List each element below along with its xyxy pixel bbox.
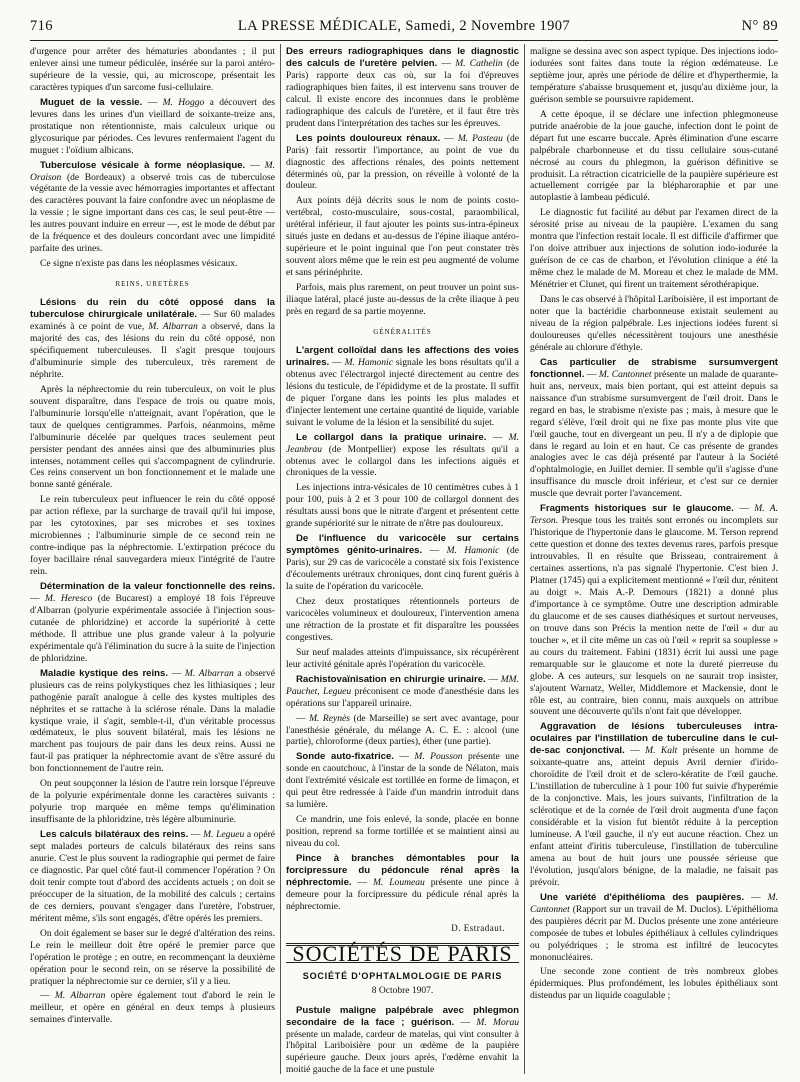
column-left [30, 46, 275, 1076]
author: M. Cantonnet [530, 891, 778, 915]
article-text: (de Paris) fait ressortir l'importance, au point de vue du diagnostic des affections rénales, des points nettement déterminés où, par la pression, on réveille à volonté de la douleur. [286, 132, 519, 192]
author: M. Legueu [203, 829, 245, 841]
article-epithelioma: Une variété d'épithélioma des paupières. — M. Cantonnet (Rapport sur un travail de M. Duclos). L'épithélioma des paupières décrit par M. Duclos présente une zone antérieure composée de tubes et lobules épithéliaux à cellules cylindriques ou polyédriques ; le stroma est infiltré de leucocytes mononucléaires. [530, 891, 778, 963]
article-text: présente un malade, cardeur de matelas, qui vint consulter à l'hôpital Lariboisière pour un œdème de la paupière supérieure gauche. Deux jours après, l'œdème envahit la moitié gauche de la face et une pustule [286, 1028, 519, 1076]
author: M. Pasteau [457, 132, 503, 144]
paragraph: d'urgence pour arrêter des hématuries abondantes ; il put enlever ainsi une tumeur pédiculée, insérée sur la paroi antéro-supérieure de la vessie, qui, au microscope, présentait les caractères typiques d'un sarcome fusi-cellulaire. [30, 46, 275, 93]
section-heading: GÉNÉRALITÉS [373, 327, 432, 336]
article-text: a observé, dans la majorité des cas, des lésions du rein du côté opposé, non spécifiquement tuberculeuses. Il s'agit presque toujours d'albuminurie simple des tuberculeux, très rarement de néphrite. [30, 321, 275, 380]
paragraph: Ce mandrin, une fois enlevé, la sonde, placée en bonne position, reprend sa forme tortillée et se maintient ainsi au niveau du col. [286, 814, 519, 850]
article-text: opère également tout d'abord le rein le meilleur, et opère en général en deux temps à plusieurs semaines d'intervalle. [30, 990, 275, 1026]
article-tuberculine: Aggravation de lésions tuberculeuses intra-oculaires par l'instillation de tuberculine dans le cul-de-sac conjonctival. — M. Kalt présente un homme de soixante-quatre ans, atteint depuis Avril dernier d'irido-choroïdite de l'œil droit et de sclero-kératite de l'œil gauche. L'instillation de tuberculine à 1 pour 100 fut suivie d'hyperémie de la conjonctive. Mais, les jours suivants, l'infiltration de la sclérotique et de la cornée de l'œil droit augmenta d'une façon considérable et la vision fut bientôt réduite à la perception lumineuse. A l'œil gauche, il n'y eut aucune réaction. Chez un enfant atteint d'iritis tuberculeuse, l'instillation de tuberculine amena au bout de huit jours une poussée sérieuse que l'évolution, jusqu'alors bénigne, de la maladie, ne faisait pas prévoir. [530, 721, 778, 888]
article-maladie-kystique: Maladie kystique des reins. — M. Albarran a observé plusieurs cas de reins polykystiques chez les lithiasiques ; leur pathogénie paraît analogue à celle des kystes multiples des néphrites et se rattache à la sclérose rénale. Dans la maladie kystique vraie, il s'agit, semble-t-il, d'un véritable processus œdémateux, le plus souvent bilatéral, mais les lésions ne marchent pas toujours de pair dans les deux reins. Aussi ne faut-il pas pratiquer la néphrectomie avant de s'être assuré du bon fonctionnement de l'autre rein. [30, 667, 275, 775]
society-name: SOCIÉTÉ D'OPHTALMOLOGIE DE PARIS [302, 970, 503, 981]
issue-number: N° 89 [741, 18, 778, 34]
header-rule [30, 40, 778, 41]
paragraph: — M. Albarran opère également tout d'abord le rein le meilleur, et opère en général en deux temps à plusieurs semaines d'intervalle. [30, 990, 275, 1026]
article-title: Maladie kystique des reins. [40, 667, 169, 679]
article-title: Pustule maligne palpébrale avec phlegmon secondaire de la face ; guérison. [286, 1004, 519, 1028]
author: M. Hamonic [344, 356, 393, 368]
article-muguet: Muguet de la vessie. — M. Hoggo a découvert des levures dans les urines d'un vieillard de soixante-treize ans, prostatique non rétentionniste, mais calculeux urique ou glycosurique par périodes. Ces levures renfermaient l'agent du muguet : l'oïdium albicans. [30, 96, 275, 156]
article-title: Rachistovaïnisation en chirurgie urinaire. [296, 673, 486, 685]
author: M. Oraison [30, 159, 275, 183]
article-title: Muguet de la vessie. [40, 96, 143, 108]
author: M. Heresco [45, 592, 93, 604]
page-number: 716 [30, 18, 53, 34]
article-collargol: Le collargol dans la pratique urinaire. — M. Jeanbrau (de Montpellier) expose les résultats qu'il a obtenus avec le collargol dans les infections aiguës et chroniques de la vessie. [286, 431, 519, 479]
article-pince: Pince à branches démontables pour la forcipressure du pédoncule rénal après la néphrectomie. — M. Loumeau présente une pince à demeure pour la forcipressure du pédicule rénal après la néphrectomie. [286, 853, 519, 912]
author: M. Albarran [184, 667, 234, 679]
article-text: présente une pince à demeure pour la forcipressure du pédicule rénal après la néphrectomie. [286, 876, 519, 912]
article-text: a découvert des levures dans les urines d'un vieillard de soixante-treize ans, prostatique non rétentionniste, mais calculeux urique ou glycosurique par périodes. Ces levures renfermaient l'agent du muguet : l'oïdium albicans. [30, 96, 275, 156]
author: MM. Pauchet, Legueu [286, 673, 519, 697]
author: M. Loumeau [372, 876, 425, 888]
paragraph: Le diagnostic fut facilité au début par l'examen direct de la sérosité prise au niveau de la paupière. L'examen du sang montra que l'infection restait locale. Il est difficile d'affirmer que l'on doive attribuer aux injections de solution iodo-iodurée la guérison de ce cas de charbon, et l'évolution clinique a été la même chez le malade de M. Moreau et chez le malade de MM. Ménétrier et Clunet, qui firent un traitement sérothérapique. [530, 207, 778, 291]
article-title: Lésions du rein du côté opposé dans la tuberculose chirurgicale unilatérale. [30, 297, 275, 321]
article-title: Les calculs bilatéraux des reins. [40, 829, 189, 841]
author: M. Albarran [148, 321, 198, 333]
paragraph: Une seconde zone contient de très nombreux globes épidermiques. Plus profondément, les lobules épithéliaux sont distendus par un liquide coagulable ; [530, 966, 778, 1002]
article-text: préconisent ce mode d'anesthésie dans les opérations sur l'appareil urinaire. [286, 685, 519, 709]
article-title: L'argent colloïdal dans les affections des voies urinaires. [286, 344, 519, 368]
author: M. A. Terson [530, 503, 778, 527]
author: M. Morau [476, 1016, 519, 1028]
meeting-date: 8 Octobre 1907. [371, 985, 434, 996]
paragraph: maligne se dessina avec son aspect typique. Des injections iodo-iodurées sont faites dans toute la région œdémateuse. Le septième jour, après une période de délire et d'hyperthermie, la température s'abaisse brusquement et, jusqu'au dixième jour, la guérison semble se poursuivre rapidement. [530, 46, 778, 105]
paragraph: Aux points déjà décrits sous le nom de points costo-vertébral, costo-musculaire, sous-costal, paraombilical, urétéral inférieur, il faut ajouter les points sus-intra-épineux situés juste en dedans et au-dessus de l'épine iliaque antéro-supérieure et le point inguinal que l'on peut constater très souvent alors même que le rein est peu augmenté de volume et sans périnéphrite. [286, 195, 519, 279]
article-title: Tuberculose vésicale à forme néoplasique. [40, 159, 246, 171]
article-varicocele: De l'influence du varicocèle sur certains symptômes génito-urinaires. — M. Hamonic (de Paris), sur 29 cas de varicocèle a constaté six fois l'existence d'écoulements urétraux chroniques, dont cinq furent guéris à la suite de l'opération du varicocèle. [286, 533, 519, 593]
paragraph: Le rein tuberculeux peut influencer le rein du côté opposé par action réflexe, par la surcharge de travail qu'il lui impose, par les cytotoxines, par ses microbes et ses toxines microbiennes ; l'albuminurie simple de ce second rein ne contre-indique pas la néphrectomie. L'extirpation précoce du foyer bacillaire rénal sauvegardera mieux l'intégrité de l'autre rein. [30, 494, 275, 578]
section-heading: REINS, URETÈRES [115, 280, 190, 289]
article-text: (de Bucarest) a employé 18 fois l'épreuve d'Albarran (polyurie expérimentale associée à l'injection sous-cutanée de phloridzine) et accorde la supériorité à cette méthode. Il attribue une plus grande valeur à la polyurie expérimentale qu'à l'élimination du sucre à la suite de l'injection de phloridzine. [30, 592, 275, 664]
paragraph: — M. Reynès (de Marseille) se sert avec avantage, pour l'anesthésie générale, du mélange A. C. E. : alcool (une partie), chloroforme (deux parties), éther (une partie). [286, 712, 519, 748]
author: M. Cathelin [455, 57, 503, 69]
signature: D. Estradaut. [451, 922, 505, 933]
running-title: LA PRESSE MÉDICALE, Samedi, 2 Novembre 1907 [237, 18, 571, 34]
author: M. Hamonic [446, 545, 500, 557]
author: M. Kalt [645, 745, 678, 757]
article-text: présente une sonde en caoutchouc, à l'instar de la sonde de Nélaton, mais dont l'extrémité vésicale est tortillée en forme de limaçon, et qui peut être redressée à l'aide d'un mandrin introduit dans sa lumière. [286, 751, 519, 811]
article-glaucome: Fragments historiques sur le glaucome. — M. A. Terson. Presque tous les traités sont erronés ou incomplets sur l'historique de l'hypertonie dans le glaucome. M. Terson reprend cette question et donne des textes devenus rares, parfois presque introuvables. Il en résulte que Brisseau, contrairement à certaines assertions, n'a pas signalé l'hypertonie. C'est bien J. Platner (1745) qui a explicitement mentionné « l'œil dur, rénitent au doigt ». Mais A.-P. Demours (1821) a donné plus d'importance à ce symptôme. Outre une description admirable du glaucome et de ses causes diathésiques et surtout nerveuses, on trouve dans son Précis la mention nette de l'œil « dur au toucher », et il cite même un cas où l'œil « reprit sa souplesse » au cours du traitement. Fabini (1831) écrit lui aussi une page remarquable sur le glaucome et note la dureté pierreuse du globe. A ces auteurs, sur lesquels on ne saurait trop insister, s'ajoutent Warnatz, Weller, Middlemore et Mackensie, dont le rôle est, au contraire, bien connu, mais auxquels on attribue souvent une découverte qu'ils n'ont fait que développer. [530, 503, 778, 718]
article-title: Sonde auto-fixatrice. [296, 751, 394, 763]
paragraph: Parfois, mais plus rarement, on peut trouver un point sus-iliaque latéral, placé juste au-dessus de la crête iliaque à peu près en regard de sa partie moyenne. [286, 282, 519, 318]
article-text: présente un homme de soixante-quatre ans, atteint depuis Avril dernier d'irido-choroïdite de l'œil droit et de sclero-kératite de l'œil gauche. L'instillation de tuberculine à 1 pour 100 fut suivie d'hyperémie de la conjonctive. Mais, les jours suivants, l'infiltration de la sclérotique et de la cornée de l'œil droit augmenta d'une façon considérable et la vision fut bientôt réduite à la perception lumineuse. A l'œil gauche, il n'y eut aucune réaction. Chez un enfant atteint d'iritis tuberculeuse, l'instillation de tuberculine amena au bout de huit jours une poussée sérieuse que l'évolution, jusqu'alors bénigne, de la maladie, ne faisait pas prévoir. [530, 745, 778, 888]
article-valeur-fonctionnelle: Détermination de la valeur fonctionnelle des reins. — M. Heresco (de Bucarest) a employé 18 fois l'épreuve d'Albarran (polyurie expérimentale associée à l'injection sous-cutanée de phloridzine) et accorde la supériorité à cette méthode. Il attribue une plus grande valeur à la polyurie expérimentale qu'à l'élimination du sucre à la suite de l'injection de phloridzine. [30, 581, 275, 664]
author: M. Cantonnet [598, 368, 652, 380]
article-lesions-rein [30, 297, 275, 381]
article-sonde: Sonde auto-fixatrice. — M. Pousson présente une sonde en caoutchouc, à l'instar de la sonde de Nélaton, mais dont l'extrémité vésicale est tortillée en forme de limaçon, et qui peut être redressée à l'aide d'un mandrin introduit dans sa lumière. [286, 751, 519, 811]
article-text: présente un malade de quarante-huit ans, nerveux, mais bien portant, qui est atteint depuis sa naissance d'un strabisme sursumvergent de l'œil droit. Dans le regard en bas, le strabisme n'existe pas ; mais, à mesure que le regard s'élève, l'œil droit qui ne fixe pas monte plus vite que l'œil gauche, tout en divergeant un peu. Il n'y a de diplopie que dans le regard au loin et en haut. Ce cas présente de grandes analogies avec le cas déjà présenté par l'auteur à la Société d'ophtalmologie, en Juillet dernier. Il semble qu'il s'agisse d'une insuffisance du muscle droit inférieur, et c'est sur ce dernier muscle que devrait porter l'avancement. [530, 368, 778, 500]
paragraph: Dans le cas observé à l'hôpital Lariboisière, il est important de noter que la bactéridie charbonneuse existait seulement au niveau de la région palpébrale. Les injections iodées furent si douloureuses qu'elles nécessitèrent toujours une anesthésie générale au chlorure d'éthyle. [530, 294, 778, 353]
column-separator [280, 44, 281, 1074]
paragraph: Sur neuf malades atteints d'impuissance, six récupérèrent leur activité génitale après l'opération du varicocèle. [286, 646, 519, 670]
article-title: Une variété d'épithélioma des paupières. [540, 891, 745, 903]
paragraph: A cette époque, il se déclare une infection phlegmoneuse putride anaérobie de la joue gauche, infection dont le point de départ fut une escarre buccale. Après élimination d'une escarre palpébrale charbonneuse et du tissu cellulaire sous-cutané nécrosé au cours du phlegmon, la guérison définitive se produisit. La rétraction cicatricielle de la paupière supérieure est actuellement corrigée par la blépharoraphie et par une autoplastie à lambeau pédiculé. [530, 108, 778, 204]
article-text: (de Paris), sur 29 cas de varicocèle a constaté six fois l'existence d'écoulements urétraux chroniques, dont cinq furent guéris à la suite de l'opération du varicocèle. [286, 545, 519, 593]
article-calculs-bilateraux: Les calculs bilatéraux des reins. — M. Legueu a opéré sept malades porteurs de calculs bilatéraux des reins sans anurie. C'est le plus souvent la radiographie qui permet de faire ce diagnostic. Par quel côté faut-il commencer l'opération ? On doit tenir compte tout d'abord des accidents actuels ; on doit se préoccuper de la situation, de la mobilité des calculs ; certains de ces derniers, pouvant s'engager dans l'uretère, l'obstruer, méritent même, s'ils sont engagés, d'être opérés les premiers. [30, 829, 275, 924]
article-strabisme: Cas particulier de strabisme sursumvergent fonctionnel. — M. Cantonnet présente un malade de quarante-huit ans, nerveux, mais bien portant, qui est atteint depuis sa naissance d'un strabisme sursumvergent de l'œil droit. Dans le regard en bas, le strabisme n'existe pas ; mais, à mesure que le regard s'élève, l'œil droit qui ne fixe pas monte plus vite que l'œil gauche, tout en divergeant un peu. Il n'y a de diplopie que dans le regard au loin et en haut. Ce cas présente de grandes analogies avec le cas déjà présenté par l'auteur à la Société d'ophtalmologie, en Juillet dernier. Il semble qu'il s'agisse d'une insuffisance du muscle droit inférieur, et c'est sur ce dernier muscle que devrait porter l'avancement. [530, 356, 778, 500]
article-text: (de Montpellier) expose les résultats qu'il a obtenus avec le collargol dans les infections aiguës et chroniques de la vessie. [286, 443, 519, 479]
paragraph: Les injections intra-vésicales de 10 centimètres cubes à 1 pour 100, puis à 2 et 3 pour 100 de collargol donnent des résultats aussi bons que le nitrate d'argent et présentent cette grande supériorité sur le nitrate de n'être pas douloureux. [286, 482, 519, 530]
article-text: (de Marseille) se sert avec avantage, pour l'anesthésie générale, du mélange A. C. E. : alcool (une partie), chloroforme (deux parties), éther (une partie). [286, 712, 519, 748]
article-text: . Presque tous les traités sont erronés ou incomplets sur l'historique de l'hypertonie dans le glaucome. M. Terson reprend cette question et donne des textes devenus rares, parfois presque introuvables. Il en résulte que Brisseau, contrairement à certaines assertions, n'a pas signalé l'hypertonie. C'est bien J. Platner (1745) qui a explicitement mentionné « l'œil dur, rénitent au doigt ». Mais A.-P. Demours (1821) a donné plus d'importance à ce symptôme. Outre une description admirable du glaucome et de ses causes diathésiques et surtout nerveuses, on trouve dans son Précis la mention nette de l'œil « dur au toucher », et il cite même un cas où l'œil « reprit sa souplesse » au cours du traitement. Fabini (1831) écrit lui aussi une page remarquable sur le glaucome et note la dureté pierreuse du globe. A ces auteurs, sur lesquels on ne saurait trop insister, s'ajoutent Warnatz, Weller, Middlemore et Mackensie, dont le rôle est, au contraire, bien connu, mais auxquels on attribue souvent une découverte qu'ils n'ont fait que développer. [530, 515, 778, 718]
paragraph: Ce signe n'existe pas dans les néoplasmes vésicaux. [40, 258, 238, 270]
article-rachistovainisation: Rachistovaïnisation en chirurgie urinaire. — MM. Pauchet, Legueu préconisent ce mode d'anesthésie dans les opérations sur l'appareil urinaire. [286, 673, 519, 709]
article-text: (de Bordeaux) a observé trois cas de tuberculose végétante de la vessie avec hémorragies importantes et affectant des caractères pouvant la faire confondre avec un néoplasme de la vessie ; le signe important dans ces cas, le seul peut-être — les autres pouvant induire en erreur —, est le mode de début par de la fréquence et des douleurs concordant avec une limpidité parfaite des urines. [30, 171, 275, 255]
article-pustule-maligne: Pustule maligne palpébrale avec phlegmon secondaire de la face ; guérison. — M. Morau présente un malade, cardeur de matelas, qui vint consulter à l'hôpital Lariboisière pour un œdème de la paupière supérieure gauche. Deux jours après, l'œdème envahit la moitié gauche de la face et une pustule [286, 1004, 519, 1076]
column-right [530, 46, 778, 1076]
article-points-douloureux: Les points douloureux rénaux. — M. Pasteau (de Paris) fait ressortir l'importance, au point de vue du diagnostic des affections rénales, des points nettement déterminés où, par la pression, on réveille à volonté de la douleur. [286, 132, 519, 192]
article-text: signale les bons résultats qu'il a obtenus avec l'électrargol injecté directement au centre des lésions du testicule, de l'épididyme et de la prostate. Il suffit de piquer l'organe dans les points les plus malades et d'injecter lentement une certaine quantité de liquide, variable suivant le volume de la lésion et la sensibilité du sujet. [286, 356, 519, 428]
author: M. Jeanbrau [286, 431, 519, 455]
author: M. Pousson [414, 751, 463, 763]
paragraph: On doit également se baser sur le degré d'altération des reins. Le rein le meilleur doit être opéré le premier parce que l'opération le protège ; en outre, en recommençant la deuxième opération pour le second rein, on se réserve la possibilité de pratiquer la néphrectomie sur ce dernier, s'il y a lieu. [30, 927, 275, 987]
paragraph: Chez deux prostatiques rétentionnels porteurs de varicocèles volumineux et douloureux, l'intervention amena une rétraction de la prostate et fit disparaître les poussées congestives. [286, 595, 519, 643]
article-text: a opéré sept malades porteurs de calculs bilatéraux des reins sans anurie. C'est le plus souvent la radiographie qui permet de faire ce diagnostic. Par quel côté faut-il commencer l'opération ? On doit tenir compte tout d'abord des accidents actuels ; on doit se préoccuper de la situation, de la mobilité des calculs ; certains de ces derniers, pouvant s'engager dans l'uretère, l'obstruer, méritent même, s'ils sont engagés, d'être opérés les premiers. [30, 829, 275, 924]
article-tuberculose-vesicale: Tuberculose vésicale à forme néoplasique. — M. Oraison (de Bordeaux) a observé trois cas de tuberculose végétante de la vessie avec hémorragies importantes et affectant des caractères pouvant la faire confondre avec un néoplasme de la vessie ; le signe important dans ces cas, le seul peut-être — les autres pouvant induire en erreur —, est le mode de début par de la fréquence et des douleurs concordant avec une limpidité parfaite des urines. [30, 159, 275, 255]
article-text: (Rapport sur un travail de M. Duclos). L'épithélioma des paupières décrit par M. Duclos présente une zone antérieure composée de tubes et lobules épithéliaux à cellules cylindriques ou polyédriques ; le stroma est infiltré de leucocytes mononucléaires. [530, 903, 778, 963]
paragraph: On peut soupçonner la lésion de l'autre rein lorsque l'épreuve de la polyurie expérimentale donne les caractères suivants : polyurie trop marquée en même temps qu'élimination insuffisante de la phloridzine, très légère albuminurie. [30, 778, 275, 826]
section-title-societes: SOCIÉTÉS DE PARIS [286, 943, 519, 963]
article-title: Détermination de la valeur fonctionnelle des reins. [40, 581, 275, 593]
article-title: Aggravation de lésions tuberculeuses intra-oculaires par l'instillation de tuberculine dans le cul-de-sac conjonctival. [530, 721, 778, 757]
author: M. Reynès [309, 712, 350, 724]
article-title: Le collargol dans la pratique urinaire. [296, 431, 487, 443]
paragraph: Après la néphrectomie du rein tuberculeux, on voit le plus souvent disparaître, dans l'espace de trois ou quatre mois, l'albuminurie lorsqu'elle n'atteignait, avant l'opération, que le taux de quelques centigrammes. Parfois, néanmoins, même l'albuminurie décelée par quelques traces seulement peut persister pendant des années ainsi que des albuminuries plus intenses, notamment celles qui s'accompagnent de cylindrurie. Ces reins conservent un bon fonctionnement et le malade une bonne santé générale. [30, 383, 275, 491]
article-title: De l'influence du varicocèle sur certains symptômes génito-urinaires. [286, 533, 519, 557]
column-separator [524, 44, 525, 1074]
author: M. Albarran [54, 990, 106, 1002]
author: M. Hoggo [162, 96, 205, 108]
article-title: Les points douloureux rénaux. [296, 132, 441, 144]
article-erreurs-radiographiques: Des erreurs radiographiques dans le diagnostic des calculs de l'uretère pelvien. — M. Cathelin (de Paris) rapporte deux cas où, sur la foi d'épreuves radiographiques bien faites, il est intervenu sans trouver de calcul. Il existe encore des inconnues dans le problème radiographique des calculs de l'uretère, et il faut être très prudent dans l'interprétation des taches sur les épreuves. [286, 46, 519, 129]
page-header [30, 16, 778, 38]
article-title: Des erreurs radiographiques dans le diagnostic des calculs de l'uretère pelvien. [286, 46, 519, 69]
article-title: Pince à branches démontables pour la forcipressure du pédoncule rénal après la néphrectomie. [286, 853, 519, 888]
article-text: — Sur 60 malades examinés à ce point de vue, [30, 309, 275, 333]
article-text: (de Paris) rapporte deux cas où, sur la foi d'épreuves radiographiques bien faites, il est intervenu sans trouver de calcul. Il existe encore des inconnues dans le problème radiographique des calculs de l'uretère, et il faut être très prudent dans l'interprétation des taches sur les épreuves. [286, 57, 519, 129]
article-title: Cas particulier de strabisme sursumvergent fonctionnel. [530, 356, 778, 380]
article-title: Fragments historiques sur le glaucome. [540, 503, 734, 515]
article-argent-colloidal: L'argent colloïdal dans les affections des voies urinaires. — M. Hamonic signale les bons résultats qu'il a obtenus avec l'électrargol injecté directement au centre des lésions du testicule, de l'épididyme et de la prostate. Il suffit de piquer l'organe dans les points les plus malades et d'injecter lentement une certaine quantité de liquide, variable suivant le volume de la lésion et la sensibilité du sujet. [286, 344, 519, 428]
article-text: a observé plusieurs cas de reins polykystiques chez les lithiasiques ; leur pathogénie paraît analogue à celle des kystes multiples des néphrites et se rattache à la sclérose rénale. Dans la maladie kystique vraie, il s'agit, semble-t-il, d'un véritable processus œdémateux, le plus souvent bilatéral, mais les lésions ne marchent pas toujours de pair dans les deux reins. Aussi ne faut-il pas pratiquer la néphrectomie avant de s'être assuré du bon fonctionnement de l'autre rein. [30, 667, 275, 775]
column-middle [286, 46, 519, 1076]
